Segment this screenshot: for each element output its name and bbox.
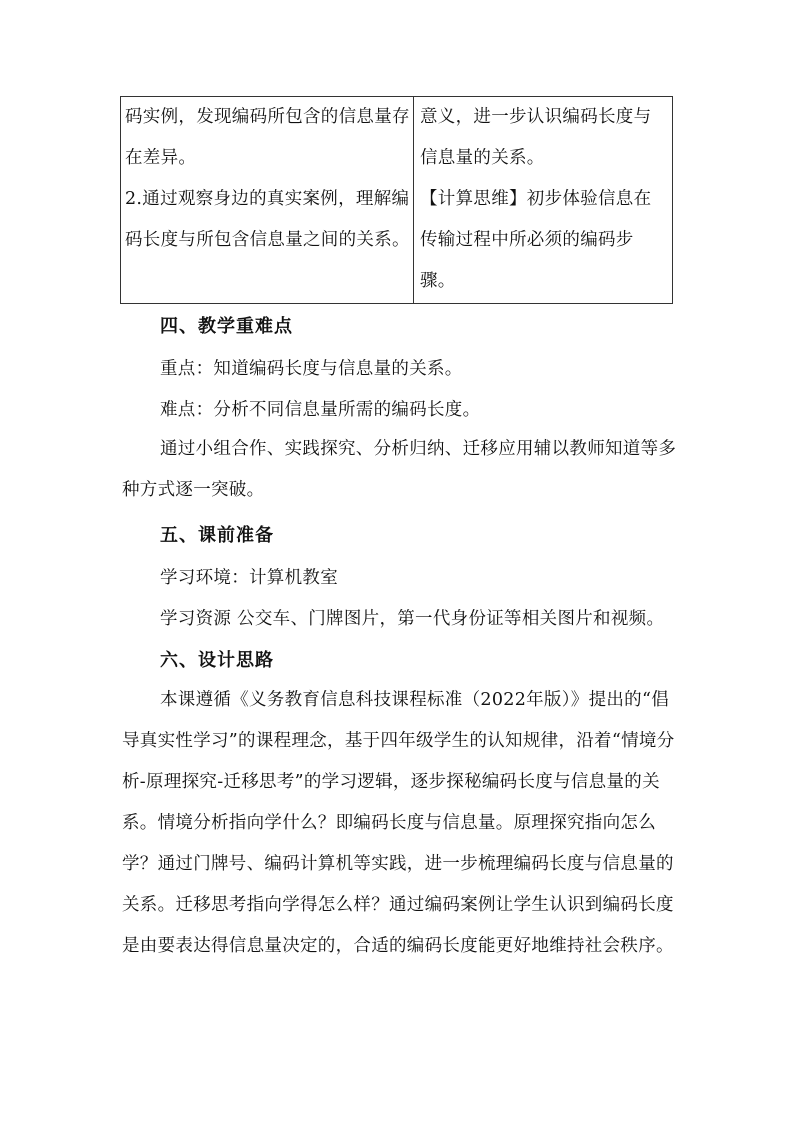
environment-text: 学习环境：计算机教室 [160, 568, 338, 588]
approach-paragraph: 通过小组合作、实践探究、分析归纳、迁移应用辅以教师知道等多种方式逐一突破。 [122, 439, 677, 500]
design-paragraph: 本课遵循《义务教育信息科技课程标准（2022年版）》提出的“倡导真实性学习”的课程理念，基于四年级学生的认知规律，沿着“情境分析-原理探究-迁移思考”的学习逻辑，逐步探秘编码长度与信息量的关系。情境分析指向学什么？即编码长度与信息量。原理探究指向怎么学？通过门牌号、编码计算机等实践，进一步梳理编码长度与信息量的关系。迁移思考指向学得怎么样？通过编码案例让学生认识到编码长度是由要表达得信息量决定的，合适的编码长度能更好地维持社会秩序。 [122, 690, 675, 956]
section-heading-key-difficult: 四、教学重难点 [160, 316, 293, 337]
difficult-point-text: 难点：分析不同信息量所需的编码长度。 [160, 400, 481, 420]
table-left-text-2: 2.通过观察身边的真实案例，理解编码长度与所包含信息量之间的关系。 [125, 189, 410, 250]
objectives-table [120, 96, 673, 304]
resources-text: 学习资源 公交车、门牌图片，第一代身份证等相关图片和视频。 [160, 609, 665, 629]
table-cell-left [121, 97, 414, 303]
key-point-text: 重点：知道编码长度与信息量的关系。 [160, 359, 463, 379]
table-cell-right [414, 97, 672, 303]
section-heading-preparation: 五、课前准备 [160, 525, 274, 546]
table-right-text-2: 【计算思维】初步体验信息在传输过程中所必须的编码步骤。 [420, 189, 652, 291]
table-left-text-1: 码实例，发现编码所包含的信息量存在差异。 [125, 107, 410, 168]
section-heading-design: 六、设计思路 [160, 650, 274, 671]
table-right-text-1: 意义，进一步认识编码长度与信息量的关系。 [420, 107, 652, 168]
